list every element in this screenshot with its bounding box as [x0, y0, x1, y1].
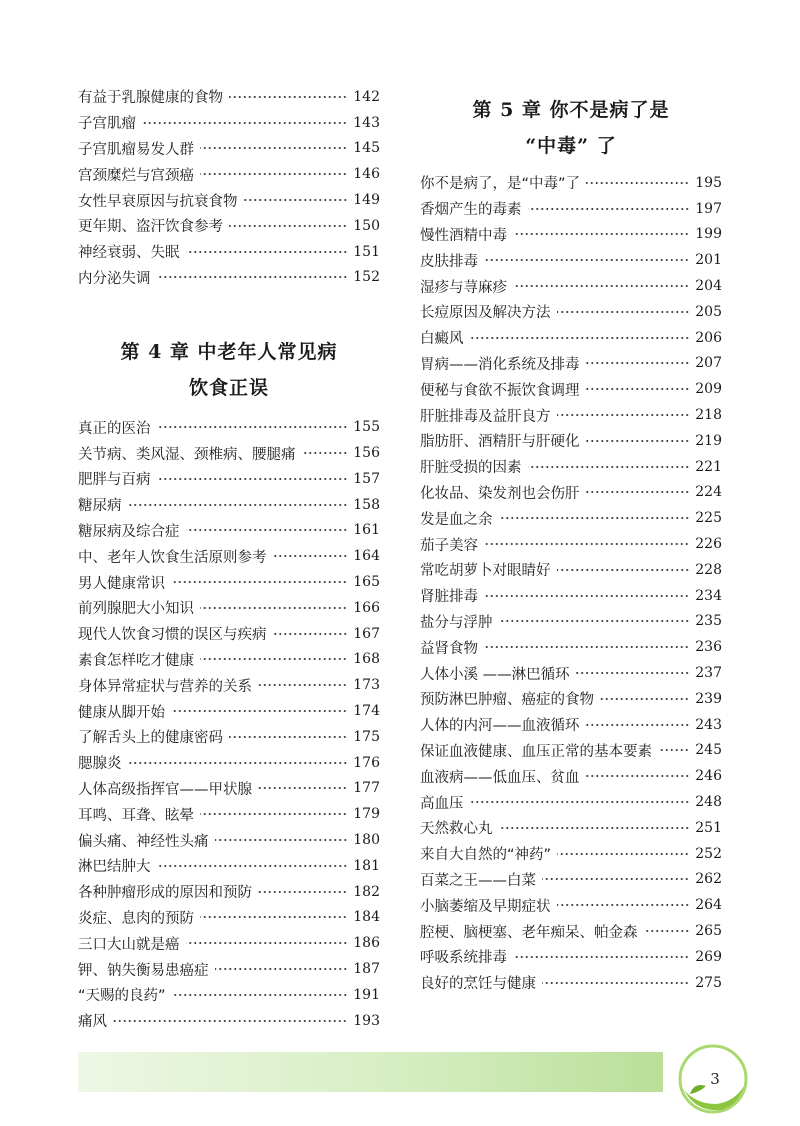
dot-leader [171, 710, 347, 712]
toc-entry-page: 176 [353, 754, 380, 771]
toc-entry-page: 146 [353, 166, 380, 183]
dot-leader [200, 916, 347, 918]
footer-gradient-bar [78, 1052, 663, 1092]
toc-entry [78, 1008, 380, 1034]
toc-entry-title: 内分泌失调 [78, 270, 151, 287]
toc-entry [78, 647, 380, 673]
dot-leader [215, 839, 348, 841]
dot-leader [557, 414, 690, 416]
toc-entry [78, 187, 380, 213]
toc-entry [78, 776, 380, 802]
toc-entry [420, 686, 722, 712]
toc-entry-page: 265 [695, 923, 722, 939]
toc-entry [420, 815, 722, 841]
toc-entry-title: 各种肿瘤形成的原因和预防 [78, 885, 252, 902]
toc-entry [78, 161, 380, 187]
dot-leader [542, 982, 689, 984]
toc-entry-title: 胃病——消化系统及排毒 [420, 356, 580, 373]
toc-entry-title: 茄子美容 [420, 537, 478, 554]
toc-entry [420, 841, 722, 867]
toc-entry-page: 191 [353, 986, 380, 1003]
toc-entry-page: 235 [695, 613, 722, 630]
chapter-5-title-line1: 第 5 章 你不是病了是 [472, 99, 670, 121]
toc-entry-title: 子宫肌瘤 [78, 116, 136, 133]
toc-entry-page: 143 [353, 114, 380, 131]
toc-entry [420, 402, 722, 428]
toc-entry [78, 672, 380, 698]
toc-entry [420, 557, 722, 583]
toc-entry-title: 肝脏排毒及益肝良方 [420, 408, 551, 425]
toc-entry [78, 239, 380, 265]
toc-entry-page: 197 [695, 200, 722, 217]
toc-entry-title: 淋巴结肿大 [78, 859, 151, 876]
toc-entry-title: 良好的烹饪与健康 [420, 976, 536, 993]
toc-entry-page: 264 [695, 897, 722, 914]
dot-leader [586, 440, 690, 442]
toc-entry-page: 155 [353, 419, 380, 436]
toc-entry [78, 879, 380, 905]
toc-entry-page: 142 [353, 88, 380, 105]
toc-entry-page: 174 [353, 703, 380, 720]
toc-entry-title: 高血压 [420, 795, 464, 812]
dot-leader [513, 956, 689, 958]
toc-entry-title: 现代人饮食习惯的误区与疾病 [78, 627, 267, 644]
toc-entry-title: 健康从脚开始 [78, 704, 165, 721]
toc-entry-title: 钾、钠失衡易患癌症 [78, 962, 209, 979]
dot-leader [658, 749, 689, 751]
dot-leader [528, 208, 690, 210]
dot-leader [157, 478, 348, 480]
toc-entry-title: 关节病、类风湿、颈椎病、腰腿痛 [78, 446, 296, 463]
toc-entry-page: 218 [695, 407, 722, 424]
toc-entry-title: 小脑萎缩及早期症状 [420, 898, 551, 915]
dot-leader [229, 736, 347, 738]
dot-leader [200, 147, 347, 149]
toc-entry-page: 164 [353, 548, 380, 565]
dot-leader [302, 452, 348, 454]
toc-entry [78, 518, 380, 544]
toc-entry [78, 621, 380, 647]
toc-entry-page: 224 [695, 484, 722, 501]
toc-entry-title: 脂肪肝、酒精肝与肝硬化 [420, 434, 580, 451]
toc-entry-page: 195 [695, 174, 722, 191]
toc-entry [420, 660, 722, 686]
toc-entry [420, 738, 722, 764]
toc-entry-page: 243 [695, 716, 722, 733]
toc-entry-title: 腮腺炎 [78, 756, 122, 773]
toc-entry-page: 239 [695, 690, 722, 707]
toc-entry-title: 素食怎样吃才健康 [78, 652, 194, 669]
toc-entry [420, 454, 722, 480]
toc-entry [420, 892, 722, 918]
toc-entry-page: 157 [353, 470, 380, 487]
toc-entry [420, 480, 722, 506]
dot-leader [542, 878, 689, 880]
dot-leader [470, 801, 690, 803]
toc-entry-title: 糖尿病 [78, 498, 122, 515]
dot-leader [258, 787, 347, 789]
toc-entry-title: 了解舌头上的健康密码 [78, 730, 223, 747]
toc-entry [78, 853, 380, 879]
toc-entry-title: 百菜之王——白菜 [420, 872, 536, 889]
toc-entry-title: 来自大自然的“神药” [420, 847, 552, 864]
toc-entry [78, 595, 380, 621]
dot-leader [586, 724, 690, 726]
toc-entry-page: 199 [695, 226, 722, 243]
dot-leader [484, 646, 689, 648]
toc-entry [420, 712, 722, 738]
chapter-4-title-line1: 第 4 章 中老年人常见病 [120, 341, 338, 364]
toc-entry-title: 发是血之余 [420, 511, 493, 528]
dot-leader [142, 122, 347, 124]
dot-leader [586, 182, 689, 184]
dot-leader [258, 891, 347, 893]
toc-entry-title: 宫颈糜烂与宫颈癌 [78, 167, 194, 184]
dot-leader [470, 337, 690, 339]
toc-entry [420, 299, 722, 325]
toc-entry-page: 177 [353, 780, 380, 797]
dot-leader [171, 581, 347, 583]
toc-entry-page: 150 [353, 217, 380, 234]
dot-leader [499, 827, 690, 829]
toc-entry-title: 前列腺肥大小知识 [78, 601, 194, 618]
toc-entry-title: 身体异常症状与营养的关系 [78, 678, 252, 695]
toc-entry-title: 男人健康常识 [78, 575, 165, 592]
toc-entry-page: 184 [353, 909, 380, 926]
toc-entry-page: 236 [695, 639, 722, 656]
toc-entry-title: 常吃胡萝卜对眼睛好 [420, 563, 551, 580]
toc-entry [78, 213, 380, 239]
dot-leader [557, 904, 690, 906]
toc-entry-title: “天赐的良药” [78, 988, 166, 1005]
dot-leader [586, 362, 690, 364]
toc-entry [420, 247, 722, 273]
toc-entry [420, 970, 722, 996]
toc-entry [420, 170, 722, 196]
toc-entry [78, 827, 380, 853]
toc-entry-page: 152 [353, 269, 380, 286]
toc-entry-title: 炎症、息肉的预防 [78, 910, 194, 927]
toc-entry-page: 228 [695, 561, 722, 578]
toc-entry-page: 193 [353, 1012, 380, 1029]
toc-entry-page: 149 [353, 192, 380, 209]
toc-entry [78, 569, 380, 595]
dot-leader [644, 930, 690, 932]
toc-entry [420, 867, 722, 893]
dot-leader [172, 994, 348, 996]
toc-entry-title: 中、老年人饮食生活原则参考 [78, 549, 267, 566]
toc-entry-page: 165 [353, 574, 380, 591]
toc-entry [78, 956, 380, 982]
toc-entry-page: 221 [695, 458, 722, 475]
dot-leader [586, 388, 690, 390]
toc-entry-page: 186 [353, 935, 380, 952]
toc-entry [78, 414, 380, 440]
toc-right-column [420, 92, 722, 996]
toc-entry-page: 245 [695, 742, 722, 759]
toc-entry [78, 698, 380, 724]
toc-entry-page: 205 [695, 303, 722, 320]
toc-entry-title: 肾脏排毒 [420, 589, 478, 606]
dot-leader [258, 684, 347, 686]
toc-entry [420, 583, 722, 609]
dot-leader [128, 504, 348, 506]
dot-leader [557, 311, 690, 313]
toc-entry-page: 225 [695, 510, 722, 527]
toc-entry-title: 肥胖与百病 [78, 472, 151, 489]
dot-leader [229, 225, 347, 227]
toc-entry-title: 皮肤排毒 [420, 253, 478, 270]
toc-entry [78, 801, 380, 827]
toc-entry [420, 918, 722, 944]
dot-leader [200, 607, 347, 609]
toc-entry [420, 609, 722, 635]
toc-entry-page: 145 [353, 140, 380, 157]
dot-leader [186, 251, 348, 253]
toc-entry-page: 182 [353, 883, 380, 900]
toc-entry-page: 269 [695, 948, 722, 965]
dot-leader [499, 517, 690, 519]
dot-leader [586, 491, 690, 493]
toc-entry-page: 175 [353, 728, 380, 745]
toc-entry-title: 天然救心丸 [420, 821, 493, 838]
dot-leader [200, 173, 347, 175]
toc-entry [78, 905, 380, 931]
dot-leader [499, 620, 690, 622]
toc-entry-page: 181 [353, 857, 380, 874]
toc-entry-page: 151 [353, 243, 380, 260]
toc-entry [78, 543, 380, 569]
toc-entry-page: 168 [353, 651, 380, 668]
toc-entry-title: 真正的医治 [78, 420, 151, 437]
toc-entry-page: 219 [695, 432, 722, 449]
toc-entry [420, 325, 722, 351]
toc-entry-title: 长痘原因及解决方法 [420, 305, 551, 322]
toc-entry-page: 204 [695, 278, 722, 295]
toc-left-column [78, 84, 380, 1034]
toc-entry [420, 428, 722, 454]
toc-entry-page: 180 [353, 832, 380, 849]
toc-entry [78, 930, 380, 956]
dot-leader [273, 555, 348, 557]
dot-leader [513, 285, 689, 287]
toc-entry-page: 158 [353, 496, 380, 513]
dot-leader [200, 813, 347, 815]
dot-leader [128, 762, 348, 764]
dot-leader [157, 426, 348, 428]
toc-entry-page: 179 [353, 806, 380, 823]
toc-entry-title: 耳鸣、耳聋、眩晕 [78, 807, 194, 824]
dot-leader [215, 968, 348, 970]
toc-entry-title: 白癜风 [420, 331, 464, 348]
toc-entry [420, 531, 722, 557]
toc-entry [420, 222, 722, 248]
toc-entry-title: 化妆品、染发剂也会伤肝 [420, 485, 580, 502]
toc-entry [78, 440, 380, 466]
dot-leader [557, 569, 690, 571]
toc-entry-title: 偏头痛、神经性头痛 [78, 833, 209, 850]
toc-entry [78, 982, 380, 1008]
dot-leader [200, 658, 347, 660]
toc-entry-page: 187 [353, 961, 380, 977]
toc-entry-title: 慢性酒精中毒 [420, 227, 507, 244]
toc-list [420, 170, 722, 996]
toc-entry-page: 166 [353, 599, 380, 616]
dot-leader [113, 1020, 347, 1022]
toc-entry [420, 273, 722, 299]
toc-entry-page: 234 [695, 587, 722, 604]
toc-entry-title: 痛风 [78, 1014, 107, 1031]
toc-entry-page: 275 [695, 974, 722, 991]
toc-entry [78, 492, 380, 518]
toc-entry-title: 三口大山就是癌 [78, 936, 180, 953]
dot-leader [528, 466, 690, 468]
toc-entry-page: 167 [353, 625, 380, 642]
dot-leader [576, 672, 690, 674]
toc-entry [78, 136, 380, 162]
dot-leader [273, 633, 348, 635]
dot-leader [484, 595, 689, 597]
toc-entry-title: 糖尿病及综合症 [78, 523, 180, 540]
toc-entry-page: 237 [695, 665, 722, 682]
toc-entry-page: 262 [695, 871, 722, 888]
toc-entry [78, 110, 380, 136]
toc-entry-title: 湿疹与荨麻疹 [420, 279, 507, 296]
toc-entry [420, 944, 722, 970]
toc-entry [420, 505, 722, 531]
chapter-5-heading [420, 92, 722, 164]
toc-entry-page: 173 [353, 677, 380, 694]
toc-entry-title: 女性早衰原因与抗衰食物 [78, 193, 238, 210]
dot-leader [484, 543, 689, 545]
toc-entry-title: 肝脏受损的因素 [420, 460, 522, 477]
toc-entry-title: 人体高级指挥官——甲状腺 [78, 781, 252, 798]
toc-entry [420, 763, 722, 789]
toc-entry-page: 226 [695, 536, 722, 553]
toc-entry [78, 724, 380, 750]
dot-leader [186, 942, 348, 944]
toc-entry-title: 人体的内河——血液循环 [420, 718, 580, 735]
toc-entry-title: 更年期、盗汗饮食参考 [78, 219, 223, 236]
toc-entry-title: 子宫肌瘤易发人群 [78, 141, 194, 158]
dot-leader [586, 775, 690, 777]
toc-entry [420, 351, 722, 377]
toc-entry [78, 466, 380, 492]
toc-entry-title: 人体小溪 ——淋巴循环 [420, 666, 570, 683]
toc-entry-title: 呼吸系统排毒 [420, 950, 507, 967]
toc-entry [420, 634, 722, 660]
toc-entry-page: 246 [695, 768, 722, 785]
toc-entry-page: 156 [353, 445, 380, 462]
toc-entry-page: 201 [695, 252, 722, 269]
dot-leader [244, 199, 348, 201]
toc-entry [78, 265, 380, 291]
dot-leader [186, 529, 348, 531]
toc-entry [420, 376, 722, 402]
page-number: 3 [710, 1070, 720, 1088]
toc-entry-title: 预防淋巴肿瘤、癌症的食物 [420, 692, 594, 709]
toc-entry-page: 248 [695, 794, 722, 811]
chapter-4-heading [78, 334, 380, 406]
toc-entry-page: 209 [695, 381, 722, 398]
toc-entry-page: 252 [695, 845, 722, 862]
chapter-5-title-line2: “中毒” 了 [525, 135, 617, 157]
toc-entry-title: 腔梗、脑梗塞、老年痴呆、帕金森 [420, 924, 638, 941]
toc-entry [78, 750, 380, 776]
toc-entry-page: 161 [353, 522, 380, 539]
dot-leader [513, 233, 689, 235]
toc-list [78, 414, 380, 1033]
dot-leader [157, 865, 348, 867]
toc-entry-title: 神经衰弱、失眠 [78, 245, 180, 262]
toc-entry-title: 你不是病了，是“中毒”了 [420, 176, 581, 193]
toc-entry-title: 香烟产生的毒素 [420, 202, 522, 219]
dot-leader [557, 853, 689, 855]
toc-entry-page: 207 [695, 355, 722, 372]
toc-entry-page: 206 [695, 329, 722, 346]
toc-list [78, 84, 380, 290]
toc-entry [420, 789, 722, 815]
dot-leader [484, 259, 689, 261]
toc-entry-title: 益肾食物 [420, 640, 478, 657]
dot-leader [600, 698, 689, 700]
toc-entry [78, 84, 380, 110]
toc-entry-title: 有益于乳腺健康的食物 [78, 90, 223, 107]
dot-leader [229, 96, 347, 98]
chapter-4-title-line2: 饮食正误 [188, 377, 269, 400]
toc-entry-title: 血液病——低血压、贫血 [420, 769, 580, 786]
toc-entry-page: 251 [695, 819, 722, 836]
toc-entry [420, 196, 722, 222]
toc-entry-title: 便秘与食欲不振饮食调理 [420, 382, 580, 399]
dot-leader [157, 276, 348, 278]
toc-entry-title: 盐分与浮肿 [420, 614, 493, 631]
toc-entry-title: 保证血液健康、血压正常的基本要素 [420, 743, 652, 760]
